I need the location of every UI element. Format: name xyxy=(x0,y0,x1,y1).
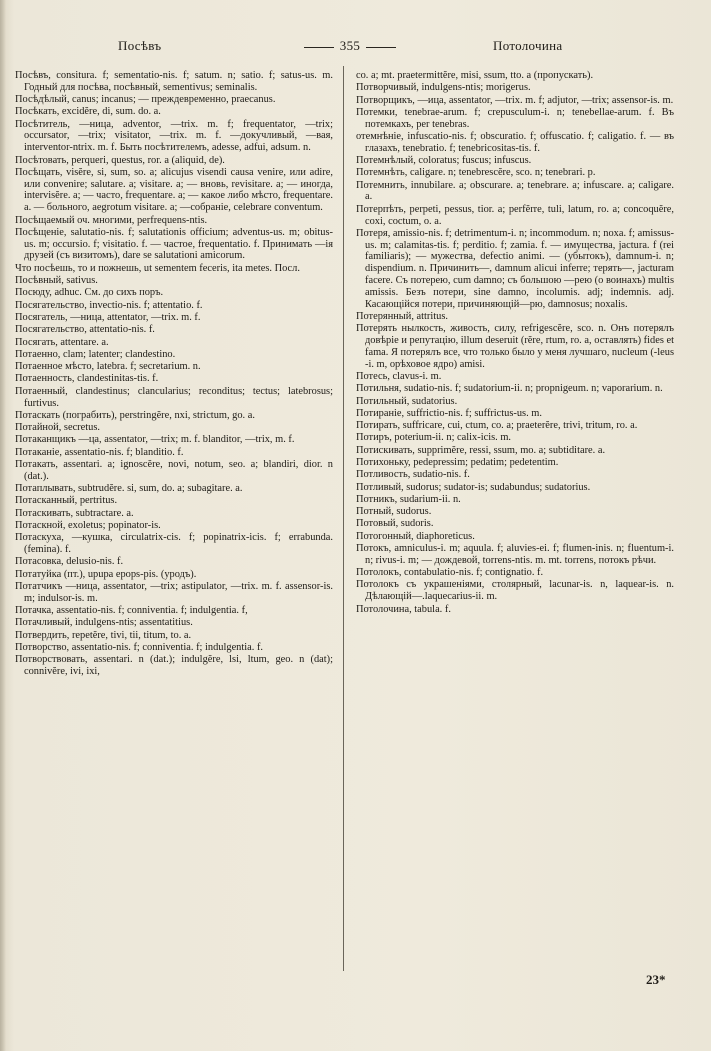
dictionary-entry: Потливость, sudatio-nis. f. xyxy=(356,469,470,481)
column-divider xyxy=(343,66,344,971)
header-rule-right xyxy=(366,47,396,48)
dictionary-entry: Посѣдѣлый, canus; incanus; — преждевременно, praecanus. xyxy=(15,94,276,106)
dictionary-entry: отемнѣніе, infuscatio-nis. f; obscuratio. f; offuscatio. f; caligatio. f. — въ глазахъ, tenebratio. f; tenebricositas-tis. f. xyxy=(356,130,674,154)
dictionary-entry: Посѣтитель, —ница, adventor, —trix. m. f; frequentator, —trix; occursator, —trix; visitator, —trix. m. f. —докучливый, —вая, interventor-ntrix. m. f. Быть посѣтителемъ, adesse, adfui, adsum. n. xyxy=(15,118,333,154)
dictionary-entry: Посягатель, —ница, attentator, —trix. m. f. xyxy=(15,311,201,323)
dictionary-entry: Посѣщаемый оч. многими, perfrequens-ntis. xyxy=(15,214,208,226)
dictionary-entry: Потогонный, diaphoreticus. xyxy=(356,530,475,542)
dictionary-entry: Потворщикъ, —ица, assentator, —trix. m. f; adjutor, —trix; assensor-is. m. xyxy=(356,94,674,106)
dictionary-entry: Потемки, tenebrae-arum. f; crepusculum-i. n; tenebellae-arum. f. Въ потемкахъ, per tenebras. xyxy=(356,106,674,130)
dictionary-entry: Потаплывать, subtrudĕre. si, sum, do. a; subagitare. a. xyxy=(15,483,243,495)
dictionary-entry: co. a; mt. praetermittĕre, misi, ssum, tto. a (пропускать). xyxy=(356,70,594,81)
dictionary-entry: Потаенность, clandestinitas-tis. f. xyxy=(15,373,159,385)
dictionary-entry: Потаканщикъ —ца, assentator, —trix; m. f. blanditor, —trix, m. f. xyxy=(15,434,295,446)
right-column xyxy=(356,70,674,616)
dictionary-entry: Потерпѣть, perpeti, pessus, tior. a; perfĕrre, tuli, latum, ro. a; concoquĕre, coxi, coctum, o. a. xyxy=(356,203,674,227)
dictionary-entry: Потиръ, poterium-ii. n; calix-icis. m. xyxy=(356,432,512,444)
dictionary-entry: Потовый, sudoris. xyxy=(356,518,434,530)
dictionary-entry: Потесь, clavus-i. m. xyxy=(356,370,442,382)
dictionary-entry: Потокъ, amniculus-i. m; aquula. f; aluvies-ei. f; flumen-inis. n; fluentum-i. n; rivus-i. m; — дождевой, torrens-ntis. m. mt. torrens, потокъ рѣчи. xyxy=(356,543,674,566)
dictionary-entry: Потаскивать, subtractare. a. xyxy=(15,507,134,519)
dictionary-entry: Потеря, amissio-nis. f; detrimentum-i. n; incommodum. n; noxa. f; amissus-us. m; calamitas-tis. f; perditio. f; zamia. f. — имущества, jactura. f (rei familiaris); — мужества, defectio animi. — (убытокъ), damnum-i. n; dispendium. n. Причинить—, damnum alicui inferre; терять—, jacturam facere. Съ потерею, cum damno; съ большою —рею (о воинахъ) multis amissis. Безъ потери, sine damno, incolumis. adj; indemnis. adj. Касающійся потери, причиняющій—рю, damnosus; noxalis. xyxy=(356,227,674,310)
dictionary-entry: Потасканный, pertritus. xyxy=(15,495,118,507)
dictionary-entry: Потворство, assentatio-nis. f; conniventia. f; indulgentia. f. xyxy=(15,641,264,653)
dictionary-entry: Потерять нылкость, живость, силу, refrigescĕre, sco. n. Онъ потерялъ довѣріе и репутацію, illum deseruit (rĕre, rtum, ro. a, оставлять) fides et fama. Я потерялъ все, что только было у меня лучшаго, nucleum (-leus -i. m, орѣховое ядро) amisi. xyxy=(356,323,674,370)
dictionary-entry: Потемнѣть, caligare. n; tenebrescĕre, sco. n; tenebrari. p. xyxy=(356,167,596,179)
dictionary-entry: Потолокъ, contabulatio-nis. f; contignatio. f. xyxy=(356,567,544,579)
page-number: 355 xyxy=(339,38,361,53)
dictionary-entry: Потайной, secretus. xyxy=(15,422,100,434)
dictionary-entry: Потливый, sudorus; sudator-is; sudabundus; sudatorius. xyxy=(356,481,591,493)
dictionary-entry: Потворствовать, assentari. n (dat.); indulgĕre, lsi, ltum, geo. n (dat); connivĕre, ivi, ixi, xyxy=(15,654,333,678)
dictionary-entry: Потаенное мѣсто, latebra. f; secretarium. n. xyxy=(15,361,201,373)
left-column xyxy=(15,70,333,678)
dictionary-entry: Посюду, adhuc. См. до сихъ поръ. xyxy=(15,287,164,299)
dictionary-entry: Потвердить, repetĕre, tivi, tii, titum, to. a. xyxy=(15,629,192,641)
dictionary-entry: Посягательство, attentatio-nis. f. xyxy=(15,324,155,336)
dictionary-entry: Что посѣешь, то и пожнешь, ut sementem feceris, ita metes. Посл. xyxy=(15,262,300,274)
page-header xyxy=(0,38,711,58)
dictionary-entry: Потатуйка (пт.), upupa epops-pis. (уродъ). xyxy=(15,568,197,580)
dictionary-entry: Потаскать (пограбить), perstringĕre, nxi, strictum, go. a. xyxy=(15,409,255,421)
dictionary-entry: Посѣвный, sativus. xyxy=(15,275,98,287)
dictionary-entry: Потираніе, suffrictio-nis. f; suffrictus-us. m. xyxy=(356,407,542,419)
dictionary-entry: Посѣкать, excidĕre, di, sum. do. a. xyxy=(15,106,161,118)
dictionary-entry: Потникъ, sudarium-ii. n. xyxy=(356,493,461,505)
dictionary-entry: Потолокъ съ украшеніями, столярный, lacunar-is. n, laquear-is. n. Дѣлающій—.laquecarius-ii. m. xyxy=(356,579,674,603)
dictionary-entry: Потаскуха, —кушка, circulatrix-cis. f; popinatrix-icis. f; errabunda. (femina). f. xyxy=(15,532,333,556)
binding-edge-shadow xyxy=(0,0,6,1051)
header-right-word: Потолочина xyxy=(493,38,563,53)
dictionary-entry: Потаскной, exoletus; popinator-is. xyxy=(15,519,161,531)
dictionary-entry: Посягательство, invectio-nis. f; attentatio. f. xyxy=(15,299,203,311)
dictionary-entry: Посягать, attentare. a. xyxy=(15,336,109,348)
dictionary-entry: Потачливый, indulgens-ntis; assentatitius. xyxy=(15,617,193,629)
dictionary-entry: Потный, sudorus. xyxy=(356,506,432,518)
dictionary-entry: Потаенно, clam; latenter; clandestino. xyxy=(15,348,176,360)
dictionary-entry: Посѣщать, visĕre, si, sum, so. a; alicujus visendi causa venire, или adire, или convenire; salutare. a; visitare. a; — вновь, revisitare. a; — иногда, intervisĕre. a; — часто, frequentare. a; — какое либо мѣсто, frequentare. a. — больного, aegrotum visitare. a; —собраніе, celebrare conventum. xyxy=(15,166,333,214)
header-rule-left xyxy=(304,47,334,48)
dictionary-entry: Потильный, sudatorius. xyxy=(356,395,458,407)
dictionary-entry: Потискивать, supprimĕre, ressi, ssum, mo. a; subtiditare. a. xyxy=(356,444,606,456)
dictionary-entry: Посѣвъ, consitura. f; sementatio-nis. f; satum. n; satio. f; satus-us. m. Годный для посѣва, посѣвный, sementivus; seminalis. xyxy=(15,70,333,93)
dictionary-entry: Потакать, assentari. a; ignoscĕre, novi, notum, seo. a; blandiri, dior. n (dat.). xyxy=(15,459,333,482)
dictionary-entry: Потирать, suffricare, cui, ctum, co. a; praeterĕre, trivi, tritum, ro. a. xyxy=(356,420,638,432)
dictionary-entry: Потворчивый, indulgens-ntis; morigerus. xyxy=(356,82,531,94)
dictionary-entry: Потемнѣлый, coloratus; fuscus; infuscus. xyxy=(356,155,532,167)
dictionary-entry: Потаканіе, assentatio-nis. f; blanditio. f. xyxy=(15,446,184,458)
dictionary-entry: Потаенный, clandestinus; clancularius; reconditus; tectus; latebrosus; furtivus. xyxy=(15,385,333,409)
dictionary-entry: Потемнить, innubilare. a; obscurare. a; tenebrare. a; infuscare. a; caligare. a. xyxy=(356,179,674,203)
header-left-word: Посѣвъ xyxy=(118,38,162,53)
dictionary-entry: Посѣтовать, perqueri, questus, ror. a (aliquid, de). xyxy=(15,154,225,166)
dictionary-entry: Потихоньку, pedepressim; pedatim; pedetentim. xyxy=(356,457,559,468)
dictionary-entry: Посѣщеніе, salutatio-nis. f; salutationis officium; adventus-us. m; obitus-us. m; occursio. f; visitatio. f. — частое, frequentatio. f. Принимать —ія друзей (съ визитомъ), dare se salutationi amicorum. xyxy=(15,226,333,262)
dictionary-entry: Потасовка, delusio-nis. f. xyxy=(15,556,124,568)
signature-mark: 23* xyxy=(646,972,666,987)
dictionary-entry: Потильня, sudatio-nis. f; sudatorium-ii. n; propnigeum. n; vaporarium. n. xyxy=(356,383,663,395)
header-page-number-group xyxy=(290,38,410,54)
dictionary-entry: Потатчикъ —ница, assentator, —trix; astipulator, —trix. m. f. assensor-is. m; indulsor-is. m. xyxy=(15,580,333,604)
dictionary-entry: Потолочина, tabula. f. xyxy=(356,603,451,615)
dictionary-entry: Потачка, assentatio-nis. f; conniventia. f; indulgentia. f, xyxy=(15,605,248,617)
dictionary-entry: Потерянный, attritus. xyxy=(356,310,449,322)
